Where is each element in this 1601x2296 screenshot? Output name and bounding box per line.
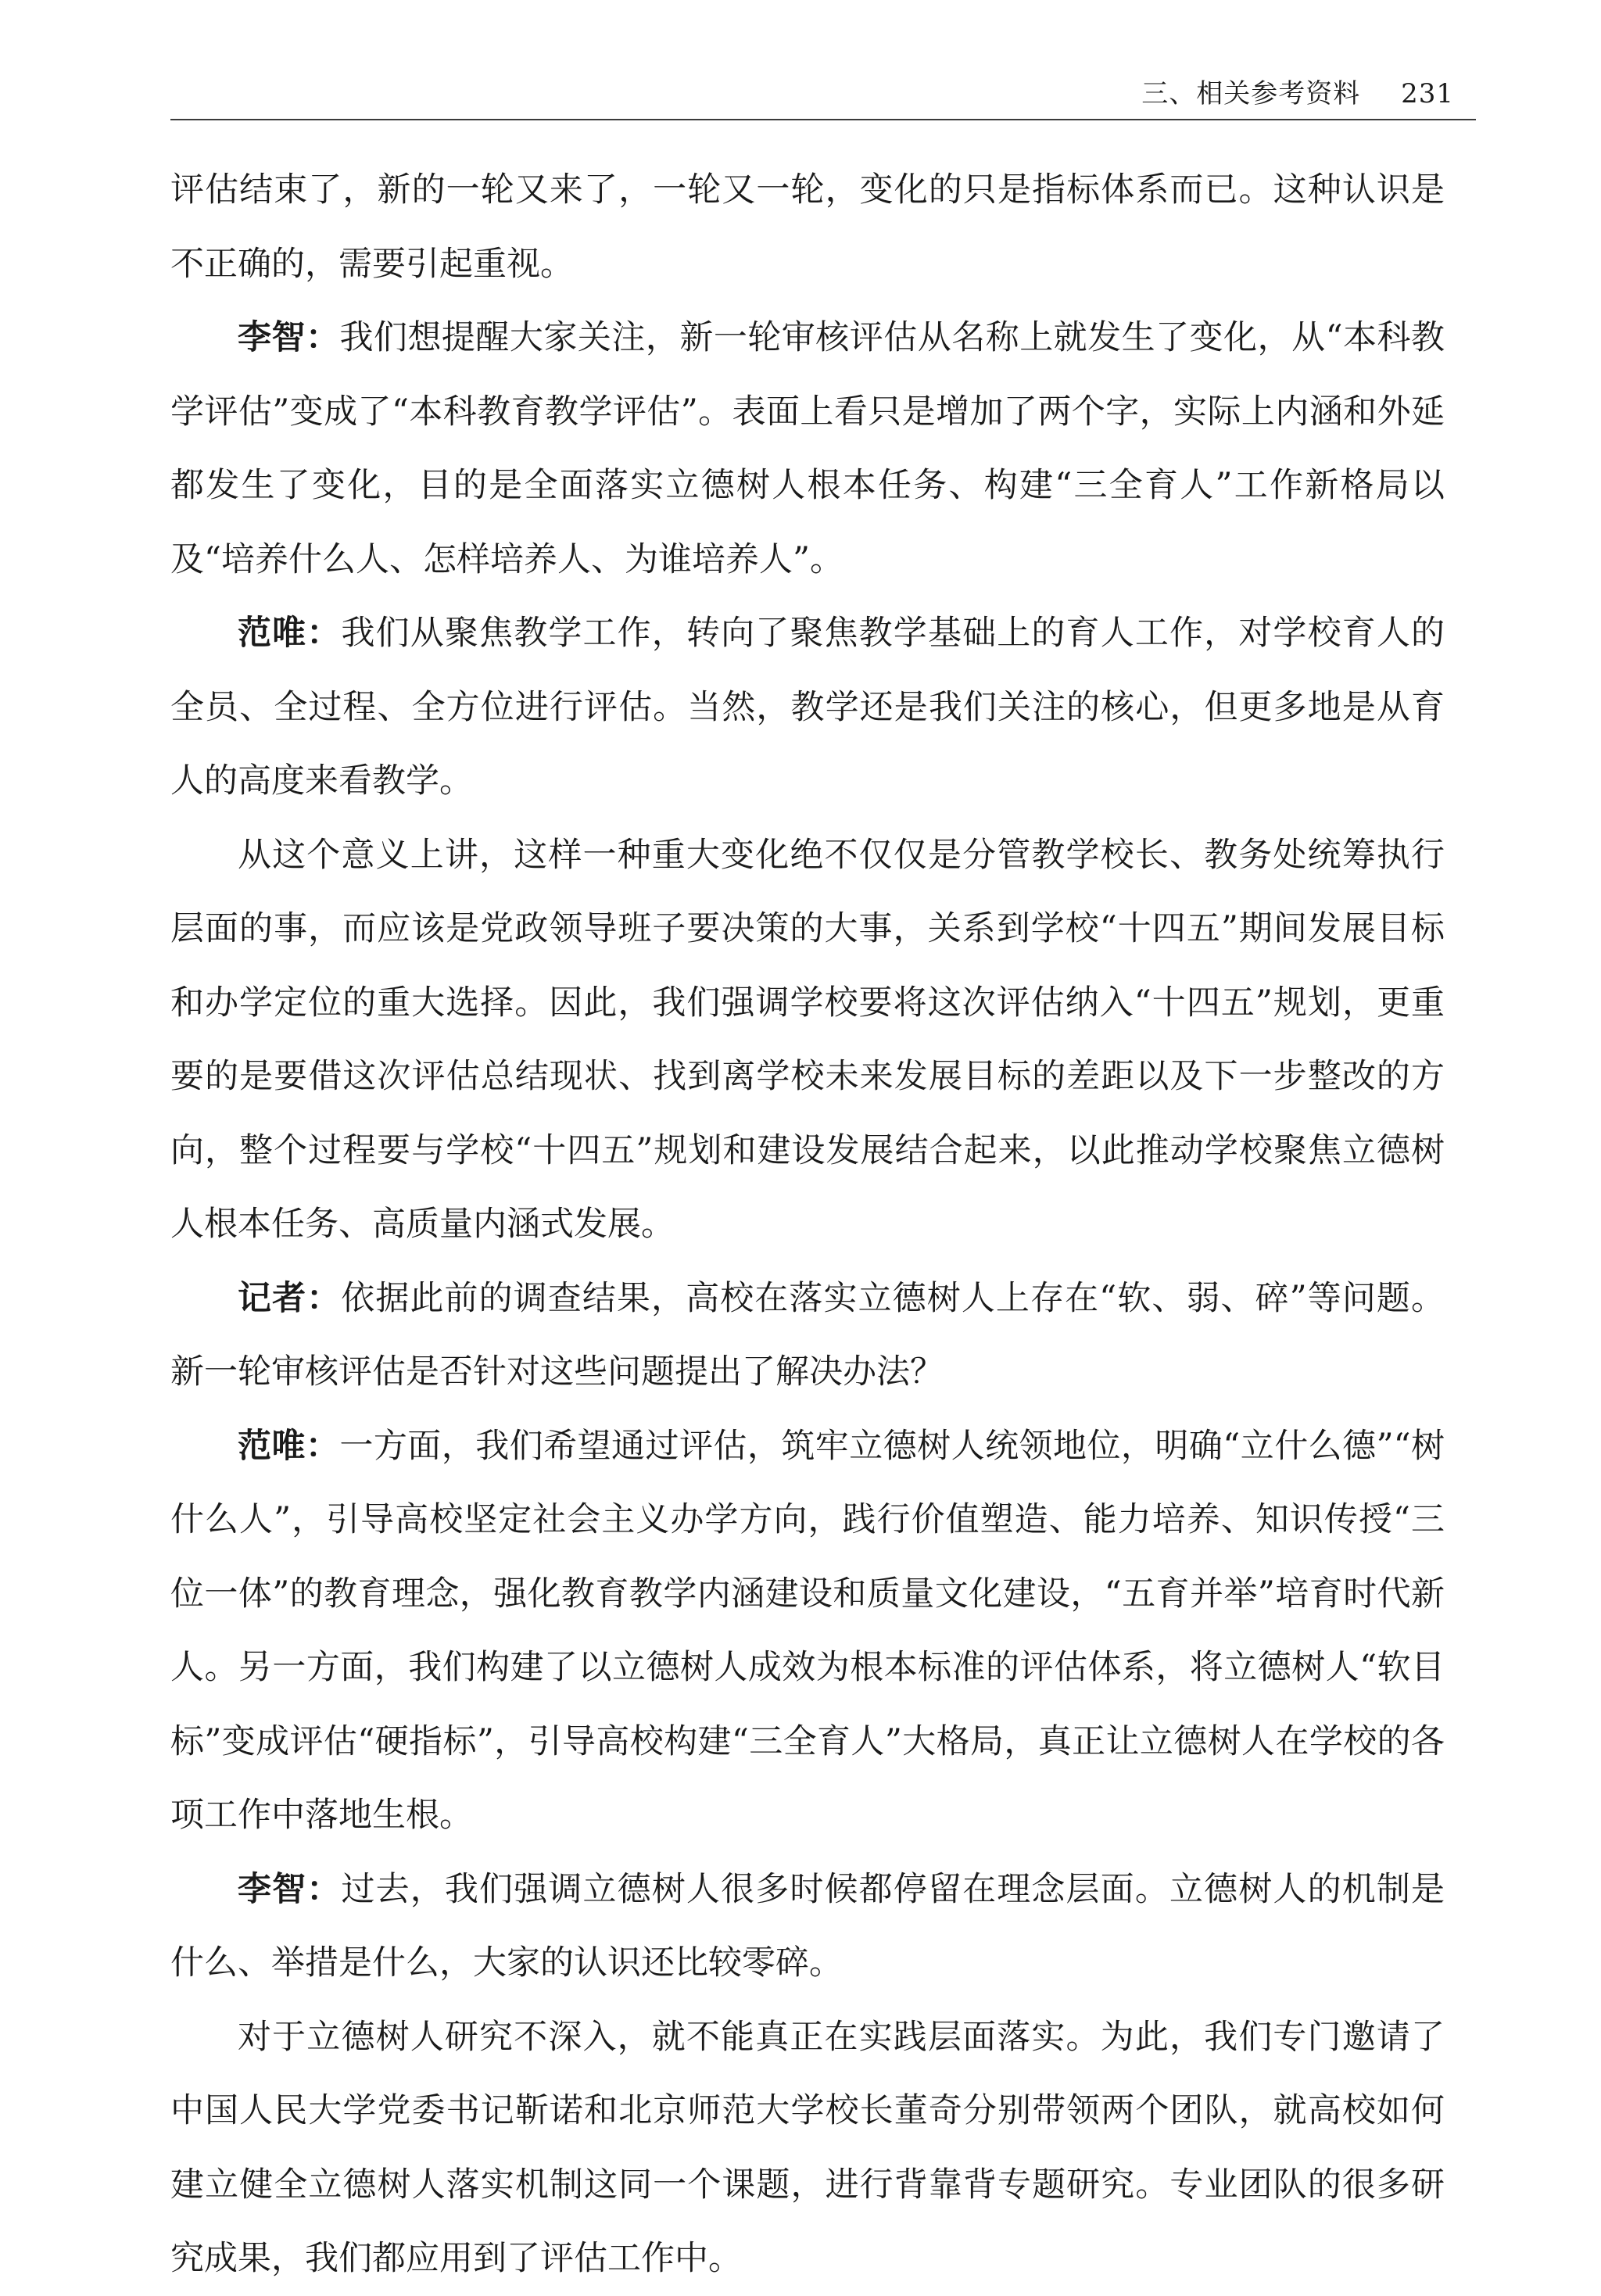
running-header (1141, 78, 1454, 109)
paragraph-3 (170, 596, 1445, 818)
body-text (170, 153, 1445, 2296)
paragraph-text: 我们想提醒大家关注，新一轮审核评估从名称上就发生了变化，从“本科教学评估”变成了“本科教育教学评估”。表面上看只是增加了两个字，实际上内涵和外延都发生了变化，目的是全面落实立德树人根本任务、构建“三全育人”工作新格局以及“培养什么人、怎样培养人、为谁培养人”。 (170, 318, 1445, 579)
paragraph-text: 评估结束了，新的一轮又来了，一轮又一轮，变化的只是指标体系而已。这种认识是不正确的，需要引起重视。 (170, 170, 1445, 284)
speaker-label: 范唯： (238, 614, 342, 653)
paragraph-text: 依据此前的调查结果，高校在落实立德树人上存在“软、弱、碎”等问题。新一轮审核评估是否针对这些问题提出了解决办法？ (170, 1278, 1445, 1392)
section-title: 三、相关参考资料 (1141, 78, 1361, 109)
paragraph-2 (170, 301, 1445, 596)
speaker-label: 李智： (238, 1869, 342, 1909)
header-rule (170, 119, 1476, 120)
paragraph-4 (170, 818, 1445, 1262)
paragraph-1 (170, 153, 1445, 301)
paragraph-5 (170, 1262, 1445, 1409)
paragraph-8 (170, 2000, 1445, 2296)
paragraph-text: 我们从聚焦教学工作，转向了聚焦教学基础上的育人工作，对学校育人的全员、全过程、全方位进行评估。当然，教学还是我们关注的核心，但更多地是从育人的高度来看教学。 (170, 614, 1445, 801)
speaker-label: 李智： (238, 318, 340, 357)
paragraph-text: 对于立德树人研究不深入，就不能真正在实践层面落实。为此，我们专门邀请了中国人民大学党委书记靳诺和北京师范大学校长董奇分别带领两个团队，就高校如何建立健全立德树人落实机制这同一个课题，进行背靠背专题研究。专业团队的很多研究成果，我们都应用到了评估工作中。 (170, 2017, 1445, 2278)
paragraph-text: 从这个意义上讲，这样一种重大变化绝不仅仅是分管教学校长、教务处统筹执行层面的事，而应该是党政领导班子要决策的大事，关系到学校“十四五”期间发展目标和办学定位的重大选择。因此，我们强调学校要将这次评估纳入“十四五”规划，更重要的是要借这次评估总结现状、找到离学校未来发展目标的差距以及下一步整改的方向，整个过程要与学校“十四五”规划和建设发展结合起来，以此推动学校聚焦立德树人根本任务、高质量内涵式发展。 (170, 835, 1445, 1244)
page-number: 231 (1401, 78, 1454, 109)
paragraph-7 (170, 1853, 1445, 2000)
paragraph-6 (170, 1409, 1445, 1853)
speaker-label: 记者： (238, 1278, 342, 1318)
paragraph-text: 一方面，我们希望通过评估，筑牢立德树人统领地位，明确“立什么德”“树什么人”，引导高校坚定社会主义办学方向，践行价值塑造、能力培养、知识传授“三位一体”的教育理念，强化教育教学内涵建设和质量文化建设，“五育并举”培育时代新人。另一方面，我们构建了以立德树人成效为根本标准的评估体系，将立德树人“软目标”变成评估“硬指标”，引导高校构建“三全育人”大格局，真正让立德树人在学校的各项工作中落地生根。 (170, 1426, 1445, 1835)
speaker-label: 范唯： (238, 1426, 340, 1466)
paragraph-text: 过去，我们强调立德树人很多时候都停留在理念层面。立德树人的机制是什么、举措是什么，大家的认识还比较零碎。 (170, 1869, 1445, 1983)
